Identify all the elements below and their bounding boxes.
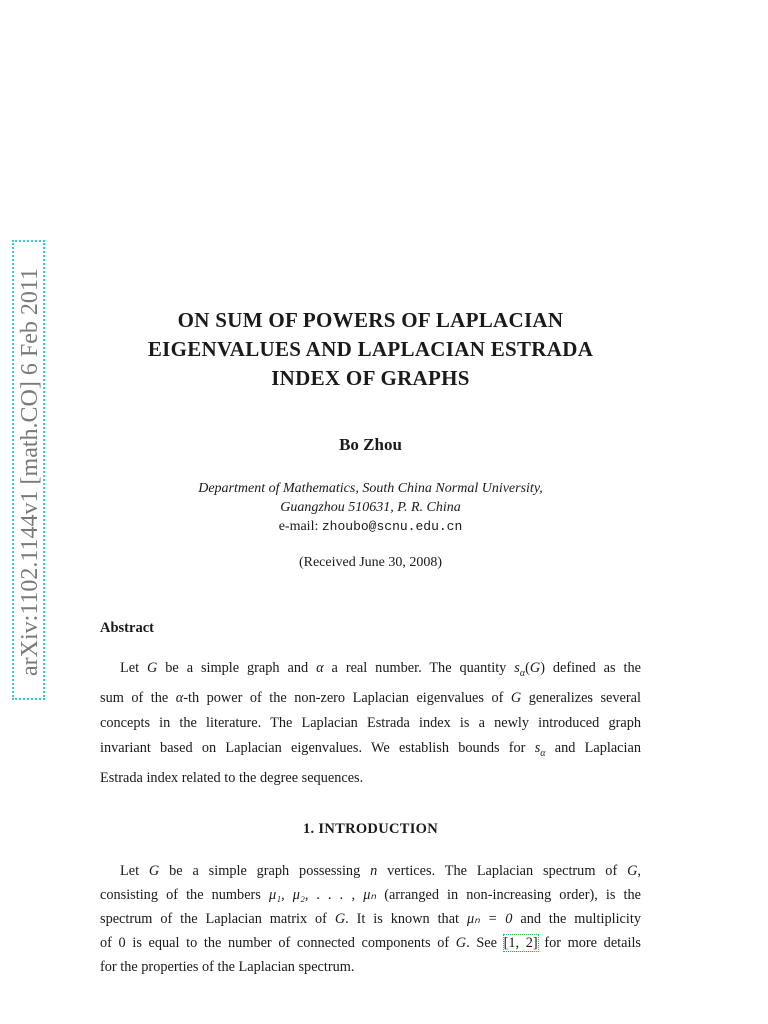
abstract-line-3: concepts in the literature. The Laplacian Estrada index is a newly introduced graph bbox=[100, 714, 641, 731]
abstract-body bbox=[100, 656, 641, 791]
title-line-2: EIGENVALUES AND LAPLACIAN ESTRADA bbox=[147, 337, 594, 361]
author-name: Bo Zhou bbox=[339, 435, 402, 454]
citation-link[interactable]: [1, 2] bbox=[503, 935, 538, 951]
abstract-line-2: sum of the α-th power of the non-zero Laplacian eigenvalues of G generalizes several bbox=[100, 689, 641, 706]
abstract-line-5: Estrada index related to the degree sequences. bbox=[100, 769, 364, 786]
intro-line-2: consisting of the numbers μ₁, μ₂, . . . , μₙ (arranged in non-increasing order), is the bbox=[100, 887, 641, 903]
section-heading-introduction: 1. INTRODUCTION bbox=[302, 821, 438, 837]
intro-line-1: Let G be a simple graph possessing n vertices. The Laplacian spectrum of G, bbox=[120, 863, 641, 879]
received-date: (Received June 30, 2008) bbox=[298, 555, 443, 570]
affiliation-line-1: Department of Mathematics, South China Normal University, bbox=[198, 481, 543, 496]
email-label: e-mail: bbox=[278, 519, 319, 534]
title-line-1: ON SUM OF POWERS OF LAPLACIAN bbox=[177, 308, 564, 332]
arxiv-stamp[interactable] bbox=[12, 240, 45, 700]
affiliation-line-2: Guangzhou 510631, P. R. China bbox=[280, 500, 461, 515]
abstract-line-1: Let G be a simple graph and α a real number. The quantity $s_\alpha(G)$ defined as the bbox=[120, 660, 641, 679]
email-address[interactable]: zhoubo@scnu.edu.cn bbox=[321, 519, 463, 534]
abstract-line-4: invariant based on Laplacian eigenvalues. We establish bounds for $s_\alpha$ and Laplacian bbox=[100, 739, 641, 759]
title-line-3: INDEX OF GRAPHS bbox=[271, 366, 470, 390]
intro-line-4: of 0 is equal to the number of connected components of G. See [1, 2] for more details bbox=[100, 935, 641, 951]
email-line bbox=[100, 517, 641, 536]
abstract-heading: Abstract bbox=[100, 620, 154, 636]
arxiv-stamp-text: arXiv:1102.1144v1 [math.CO] 6 Feb 2011 bbox=[17, 268, 43, 676]
intro-line-5: for the properties of the Laplacian spectrum. bbox=[100, 959, 355, 975]
affiliation bbox=[100, 479, 641, 536]
paper-title bbox=[100, 306, 641, 393]
intro-line-3: spectrum of the Laplacian matrix of G. It is known that μₙ = 0 and the multiplicity bbox=[100, 911, 641, 927]
introduction-body bbox=[100, 859, 641, 979]
